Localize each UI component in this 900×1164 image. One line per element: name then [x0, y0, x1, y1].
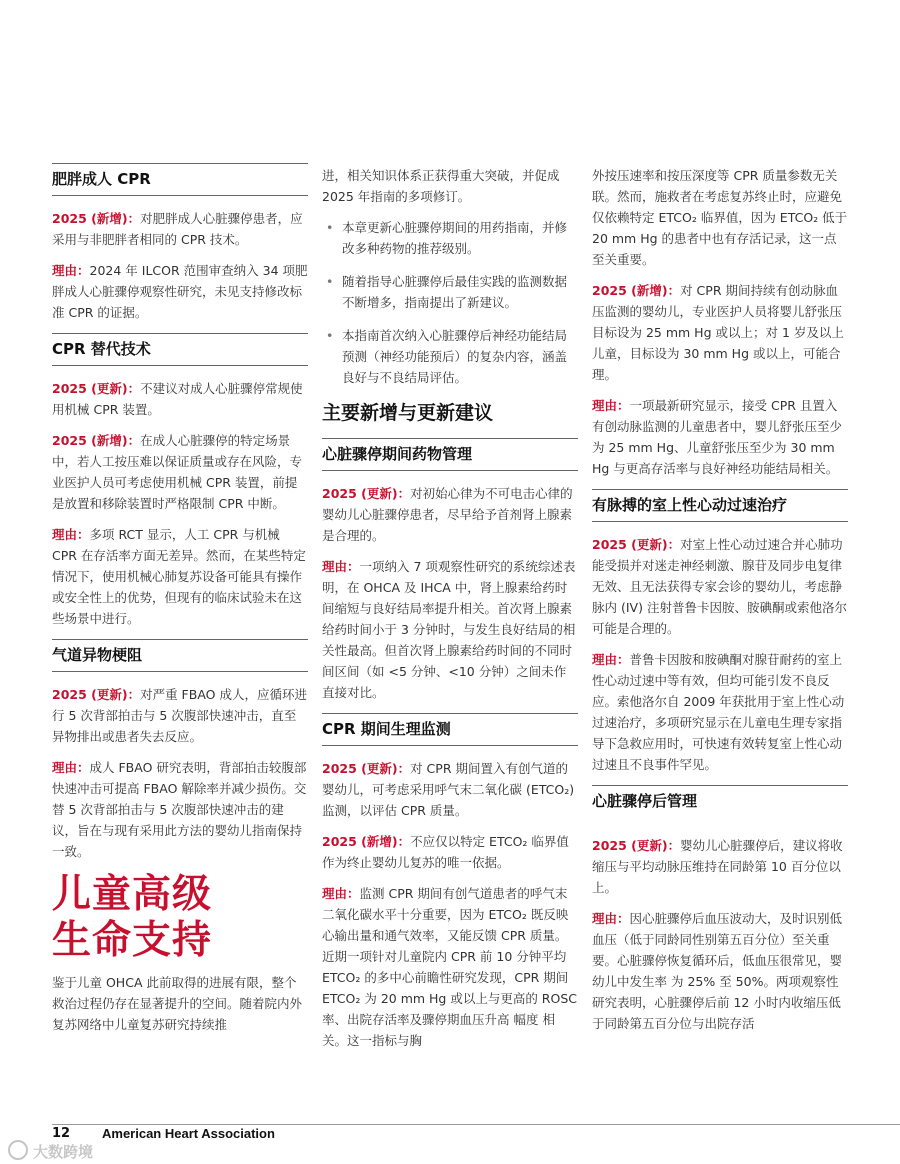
footer-divider [52, 1124, 900, 1125]
rationale-label: 理由： [322, 559, 360, 574]
paragraph [592, 835, 848, 898]
watermark-text: 大数跨境 [33, 1143, 94, 1161]
recommendation-label: 2025 (新增)： [592, 283, 681, 298]
paragraph-text: 一项最新研究显示，接受 CPR 且置入有创动脉监测的儿童患者中，婴儿舒张压至少为 25 mm Hg、儿童舒张压至少为 30 mm Hg 与更高存活率与良好神经功能结局相关。 [592, 398, 843, 476]
paragraph-text: 对 CPR 期间持续有创动脉血压监测的婴幼儿，专业医护人员将婴儿舒张压目标设为 25 mm Hg 或以上；对 1 岁及以上儿童，目标设为 30 mm Hg 或以上，可能合理。 [592, 283, 844, 382]
page-footer [52, 1124, 900, 1148]
paragraph-text: 一项纳入 7 项观察性研究的系统综述表明，在 OHCA 及 IHCA 中，肾上腺素给药时间缩短与良好结局率提升相关。首次肾上腺素给药时间小于 3 分钟时，与发生良好结局的相关性最高。但首次肾上腺素给药时间的不同时间区间（如 <5 分钟、<10 分钟）之间未作直接对比。 [322, 559, 576, 700]
column-2 [322, 163, 578, 1061]
paragraph-text: 对 CPR 期间置入有创气道的婴幼儿，可考虑采用呼气末二氧化碳 (ETCO₂) 监测，以评估 CPR 质量。 [322, 761, 575, 818]
rationale-label: 理由： [592, 911, 630, 926]
chapter-title [52, 872, 308, 964]
recommendation-label: 2025 (新增)： [52, 433, 141, 448]
paragraph [592, 649, 848, 775]
list-item: • 本章更新心脏骤停期间的用药指南，并修改多种药物的推荐级别。 [322, 217, 578, 259]
paragraph-text: 不建议对成人心脏骤停常规使用机械 CPR 装置。 [52, 381, 303, 417]
paragraph-text: 多项 RCT 显示，人工 CPR 与机械 CPR 在存活率方面无差异。然而，在某些特定情况下，使用机械心肺复苏设备可能具有操作或安全性上的优势，但现有的临床试验未在这些场景中进行。 [52, 527, 306, 626]
paragraph [322, 556, 578, 703]
recommendation-label: 2025 (新增)： [52, 211, 141, 226]
paragraph-text: 普鲁卡因胺和胺碘酮对腺苷耐药的室上性心动过速中等有效，但均可能引发不良反应。索他洛尔自 2009 年获批用于室上性心动过速治疗，多项研究显示在儿童电生理专家指导下急救应用时，可快速有效转复室上性心动过速且不良事件罕见。 [592, 652, 845, 772]
paragraph [592, 908, 848, 1034]
paragraph [592, 534, 848, 639]
watermark [8, 1140, 93, 1162]
paragraph [52, 757, 308, 862]
section-title-obese-cpr: 肥胖成人 CPR [52, 163, 308, 196]
section-title-fbao: 气道异物梗阻 [52, 639, 308, 672]
paragraph [592, 280, 848, 385]
list-item: • 随着指导心脏骤停后最佳实践的监测数据不断增多，指南提出了新建议。 [322, 271, 578, 313]
paragraph-text: 对肥胖成人心脏骤停患者，应采用与非肥胖者相同的 CPR 技术。 [52, 211, 303, 247]
recommendation-label: 2025 (更新)： [592, 537, 681, 552]
section-title-cpr-alternatives: CPR 替代技术 [52, 333, 308, 366]
paragraph [52, 430, 308, 514]
section-title-svt-treatment: 有脉搏的室上性心动过速治疗 [592, 489, 848, 522]
rationale-label: 理由： [592, 398, 630, 413]
chapter-intro: 鉴于儿童 OHCA 此前取得的进展有限，整个救治过程仍存在显著提升的空间。随着院内外复苏网络中儿童复苏研究持续推 [52, 975, 303, 1032]
watermark-logo-icon [8, 1140, 28, 1160]
paragraph-text: 对室上性心动过速合并心肺功能受损并对迷走神经刺激、腺苷及同步电复律无效、且无法获得专家会诊的婴幼儿，考虑静脉内 (IV) 注射普鲁卡因胺、胺碘酮或索他洛尔可能是合理的。 [592, 537, 847, 636]
paragraph-text: 成人 FBAO 研究表明，背部拍击较腹部快速冲击可提高 FBAO 解除率并减少损伤。交替 5 次背部拍击与 5 次腹部快速冲击的建议，旨在与现有采用此方法的婴幼儿指南保持一致。 [52, 760, 307, 859]
recommendation-label: 2025 (更新)： [52, 687, 141, 702]
chapter-title-line-1: 儿童高级 [52, 872, 213, 917]
recommendation-label: 2025 (新增)： [322, 834, 411, 849]
chapter-intro-continued: 进，相关知识体系正获得重大突破，并促成 2025 年指南的多项修订。 [322, 168, 560, 204]
recommendation-label: 2025 (更新)： [322, 761, 411, 776]
paragraph [322, 831, 578, 873]
section-title-post-arrest-care: 心脏骤停后管理 [592, 785, 848, 813]
rationale-label: 理由： [52, 760, 90, 775]
paragraph [322, 483, 578, 546]
paragraph-text: 在成人心脏骤停的特定场景中，若人工按压难以保证质量或存在风险，专业医护人员可考虑使用机械 CPR 装置，前提是放置和移除装置时严格限制 CPR 中断。 [52, 433, 303, 511]
paragraph-text: 对初始心律为不可电击心律的婴幼儿心脏骤停患者，尽早给予首剂肾上腺素是合理的。 [322, 486, 573, 543]
section-title-physiologic-monitoring: CPR 期间生理监测 [322, 713, 578, 746]
column-1 [52, 163, 308, 1045]
highlights-list [322, 217, 578, 388]
paragraph [52, 524, 308, 629]
recommendation-label: 2025 (更新)： [52, 381, 141, 396]
paragraph-text: 对严重 FBAO 成人，应循环进行 5 次背部拍击与 5 次腹部快速冲击，直至异物排出或患者失去反应。 [52, 687, 307, 744]
paragraph [52, 378, 308, 420]
paragraph-text: 2024 年 ILCOR 范围审查纳入 34 项肥胖成人心脏骤停观察性研究，未见支持修改标准 CPR 的证据。 [52, 263, 308, 320]
paragraph [52, 684, 308, 747]
recommendation-label: 2025 (更新)： [592, 838, 681, 853]
paragraph [52, 260, 308, 323]
paragraph [52, 208, 308, 250]
paragraph-text: 监测 CPR 期间有创气道患者的呼气末二氧化碳水平十分重要，因为 ETCO₂ 既反映心输出量和通气效率，又能反馈 CPR 质量。近期一项针对儿童院内 CPR 前 10 分钟平均 ETCO₂ 的多中心前瞻性研究发现，CPR 期间 ETCO₂ 为 20 mm Hg 或以上与更高的 ROSC 率、出院存活率及骤停期血压升高 幅度 相关。这一指标与胸 [322, 886, 577, 1048]
paragraph-text: 因心脏骤停后血压波动大，及时识别低血压（低于同龄同性别第五百分位）至关重要。心脏骤停恢复循环后，低血压很常见，婴幼儿中发生率 为 25% 至 50%。两项观察性研究表明，心脏骤停后前 12 小时内收缩压低于同龄第五百分位与出院存活 [592, 911, 843, 1031]
rationale-label: 理由： [592, 652, 630, 667]
major-heading: 主要新增与更新建议 [322, 402, 494, 424]
list-item: • 本指南首次纳入心脏骤停后神经功能结局预测（神经功能预后）的复杂内容，涵盖良好与不良结局评估。 [322, 325, 578, 388]
paragraph [322, 883, 578, 1051]
chapter-title-line-2: 生命支持 [52, 918, 213, 963]
recommendation-label: 2025 (更新)： [322, 486, 411, 501]
paragraph-text: 不应仅以特定 ETCO₂ 临界值作为终止婴幼儿复苏的唯一依据。 [322, 834, 569, 870]
rationale-label: 理由： [52, 263, 90, 278]
paragraph [592, 395, 848, 479]
paragraph-continued: 外按压速率和按压深度等 CPR 质量参数无关联。然而，施救者在考虑复苏终止时，应避免仅依赖特定 ETCO₂ 临界值，因为 ETCO₂ 低于 20 mm Hg 的患者中也有存活记录，这一点至关重要。 [592, 168, 848, 267]
paragraph [322, 758, 578, 821]
organization-name: American Heart Association [102, 1126, 275, 1141]
paragraph-text: 婴幼儿心脏骤停后，建议将收缩压与平均动脉压维持在同龄第 10 百分位以上。 [592, 838, 843, 895]
rationale-label: 理由： [52, 527, 90, 542]
column-3 [592, 163, 848, 1044]
page-number: 12 [52, 1126, 71, 1141]
rationale-label: 理由： [322, 886, 360, 901]
section-title-drug-management: 心脏骤停期间药物管理 [322, 438, 578, 471]
